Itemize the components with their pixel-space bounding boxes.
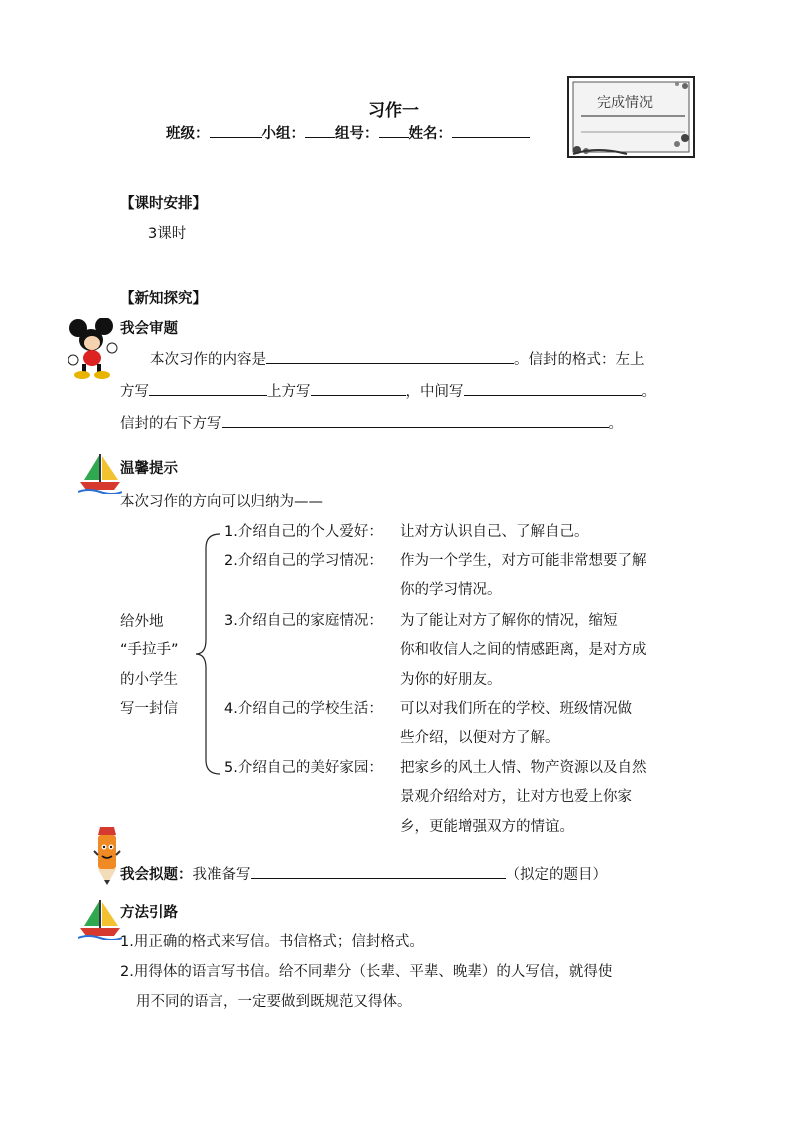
top-left-field[interactable] <box>149 381 267 396</box>
topic-suffix: （拟定的题目） <box>505 867 607 883</box>
review-text: 。信封的格式：左上 <box>514 352 645 368</box>
tip-item-text: 乡，更能增强双方的情谊。 <box>400 819 574 835</box>
student-info-row <box>166 123 530 144</box>
group-field[interactable] <box>305 123 335 138</box>
class-label: 班级： <box>166 126 210 142</box>
lower-right-field[interactable] <box>222 413 609 428</box>
tips-left-line: 的小学生 <box>120 672 178 688</box>
tip-item-text: 些介绍，以便对方了解。 <box>400 730 560 746</box>
topic-field[interactable] <box>251 864 506 879</box>
review-text: ，中间写 <box>405 384 464 400</box>
tips-intro: 本次习作的方向可以归纳为—— <box>120 494 323 510</box>
group-no-label: 组号： <box>335 126 379 142</box>
tip-item-text: 作为一个学生，对方可能非常想要了解 <box>400 553 647 569</box>
sailboat-icon <box>78 452 122 494</box>
cartoon-mouse-icon <box>68 318 120 380</box>
tip-item-text: 为你的好朋友。 <box>400 672 502 688</box>
status-board-label: 完成情况 <box>597 95 653 111</box>
tip-item-label: 5.介绍自己的美好家园： <box>224 760 383 776</box>
explore-heading: 【新知探究】 <box>120 291 207 307</box>
review-text: 。 <box>608 416 623 432</box>
topic-line <box>120 864 607 885</box>
topic-text: 我准备写 <box>192 867 251 883</box>
group-no-field[interactable] <box>379 123 409 138</box>
page-title: 习作一 <box>368 101 419 121</box>
tip-item-text: 为了能让对方了解你的情况，缩短 <box>400 613 618 629</box>
tip-item-label: 1.介绍自己的个人爱好： <box>224 524 383 540</box>
topic-title: 我会拟题： <box>120 867 193 883</box>
tip-item-label: 3.介绍自己的家庭情况： <box>224 613 383 629</box>
pencil-character-icon <box>90 825 124 891</box>
tip-item-text: 把家乡的风土人情、物产资源以及自然 <box>400 760 647 776</box>
brace <box>194 528 224 782</box>
method-item-continued: 用不同的语言，一定要做到既规范又得体。 <box>136 994 412 1010</box>
method-item: 2.用得体的语言写书信。给不同辈分（长辈、平辈、晚辈）的人写信，就得使 <box>120 964 613 980</box>
upper-field[interactable] <box>311 381 406 396</box>
middle-field[interactable] <box>464 381 642 396</box>
review-text: 。 <box>641 384 656 400</box>
review-line-3 <box>120 413 623 434</box>
status-board-icon <box>567 76 695 158</box>
review-line-1 <box>150 349 645 370</box>
sailboat-icon <box>78 898 122 940</box>
review-title: 我会审题 <box>120 321 178 337</box>
tip-item-text: 让对方认识自己、了解自己。 <box>400 524 589 540</box>
tip-item-text: 景观介绍给对方，让对方也爱上你家 <box>400 789 632 805</box>
schedule-heading: 【课时安排】 <box>120 196 207 212</box>
method-title: 方法引路 <box>120 905 178 921</box>
tip-item-text: 可以对我们所在的学校、班级情况做 <box>400 701 632 717</box>
schedule-content: 3课时 <box>148 226 187 242</box>
review-line-2 <box>120 381 656 402</box>
tips-left-line: “手拉手” <box>120 642 179 658</box>
content-field[interactable] <box>266 349 514 364</box>
tip-item-text: 你的学习情况。 <box>400 582 502 598</box>
review-text: 信封的右下方写 <box>120 416 222 432</box>
review-text: 上方写 <box>267 384 311 400</box>
name-field[interactable] <box>452 123 530 138</box>
review-text: 本次习作的内容是 <box>150 352 266 368</box>
tip-item-label: 2.介绍自己的学习情况： <box>224 553 383 569</box>
class-field[interactable] <box>210 123 262 138</box>
tip-item-text: 你和收信人之间的情感距离，是对方成 <box>400 642 647 658</box>
tips-left-line: 写一封信 <box>120 701 178 717</box>
review-text: 方写 <box>120 384 149 400</box>
tips-title: 温馨提示 <box>120 461 178 477</box>
method-item: 1.用正确的格式来写信。书信格式；信封格式。 <box>120 934 424 950</box>
tips-left-line: 给外地 <box>120 614 164 630</box>
group-label: 小组： <box>261 126 305 142</box>
name-label: 姓名： <box>408 126 452 142</box>
tip-item-label: 4.介绍自己的学校生活： <box>224 701 383 717</box>
